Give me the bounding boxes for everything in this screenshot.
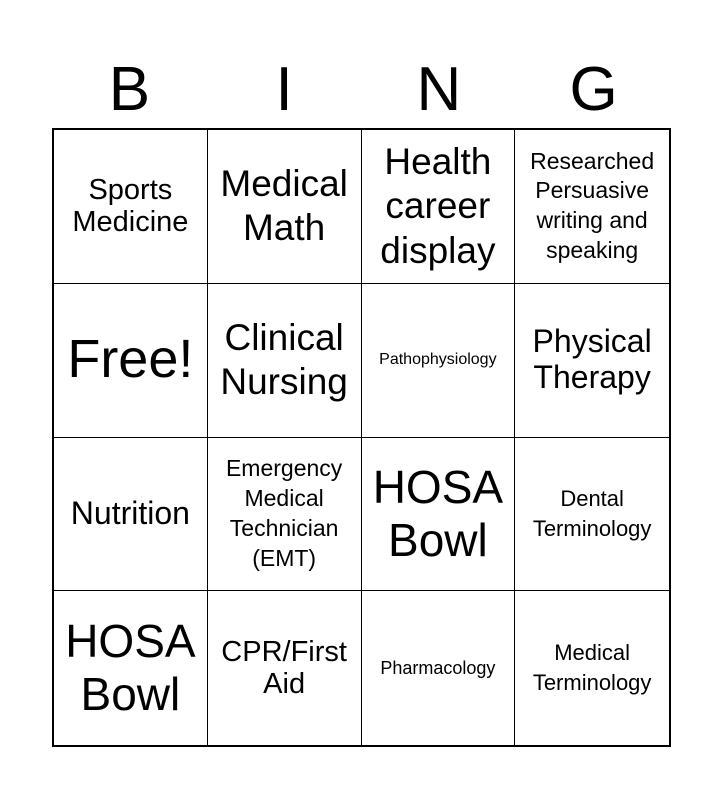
bingo-cell-r4c2[interactable]: CPR/First Aid <box>208 591 362 745</box>
bingo-cell-r2c1-free[interactable]: Free! <box>54 284 208 438</box>
bingo-cell-r3c3[interactable]: HOSA Bowl <box>362 438 516 592</box>
bingo-cell-r4c3[interactable]: Pharmacology <box>362 591 516 745</box>
bingo-cell-r1c1[interactable]: Sports Medicine <box>54 130 208 284</box>
bingo-cell-r1c4[interactable]: Researched Persuasive writing and speaking <box>515 130 669 284</box>
bingo-cell-r4c1[interactable]: HOSA Bowl <box>54 591 208 745</box>
bingo-cell-r4c4[interactable]: Medical Terminology <box>532 640 652 696</box>
bingo-cell-r2c2[interactable]: Clinical Nursing <box>208 284 362 438</box>
bingo-header <box>52 52 671 128</box>
bingo-cell-r3c4[interactable]: Dental Terminology <box>515 438 669 592</box>
bingo-cell-r1c3[interactable]: Health career display <box>362 130 516 284</box>
bingo-cell-r3c1[interactable]: Nutrition <box>54 438 208 592</box>
header-letter-i: I <box>275 55 293 124</box>
bingo-grid <box>52 128 671 747</box>
header-letter-g: G <box>569 55 618 124</box>
bingo-cell-r2c4[interactable]: Physical Therapy <box>515 284 669 438</box>
bingo-cell-r1c2[interactable]: Medical Math <box>208 130 362 284</box>
bingo-cell-r3c2[interactable]: Emergency Medical Technician (EMT) <box>208 438 362 592</box>
header-letter-n: N <box>416 55 462 124</box>
header-letter-b: B <box>108 55 151 124</box>
bingo-cell-r2c3[interactable]: Pathophysiology <box>362 284 516 438</box>
